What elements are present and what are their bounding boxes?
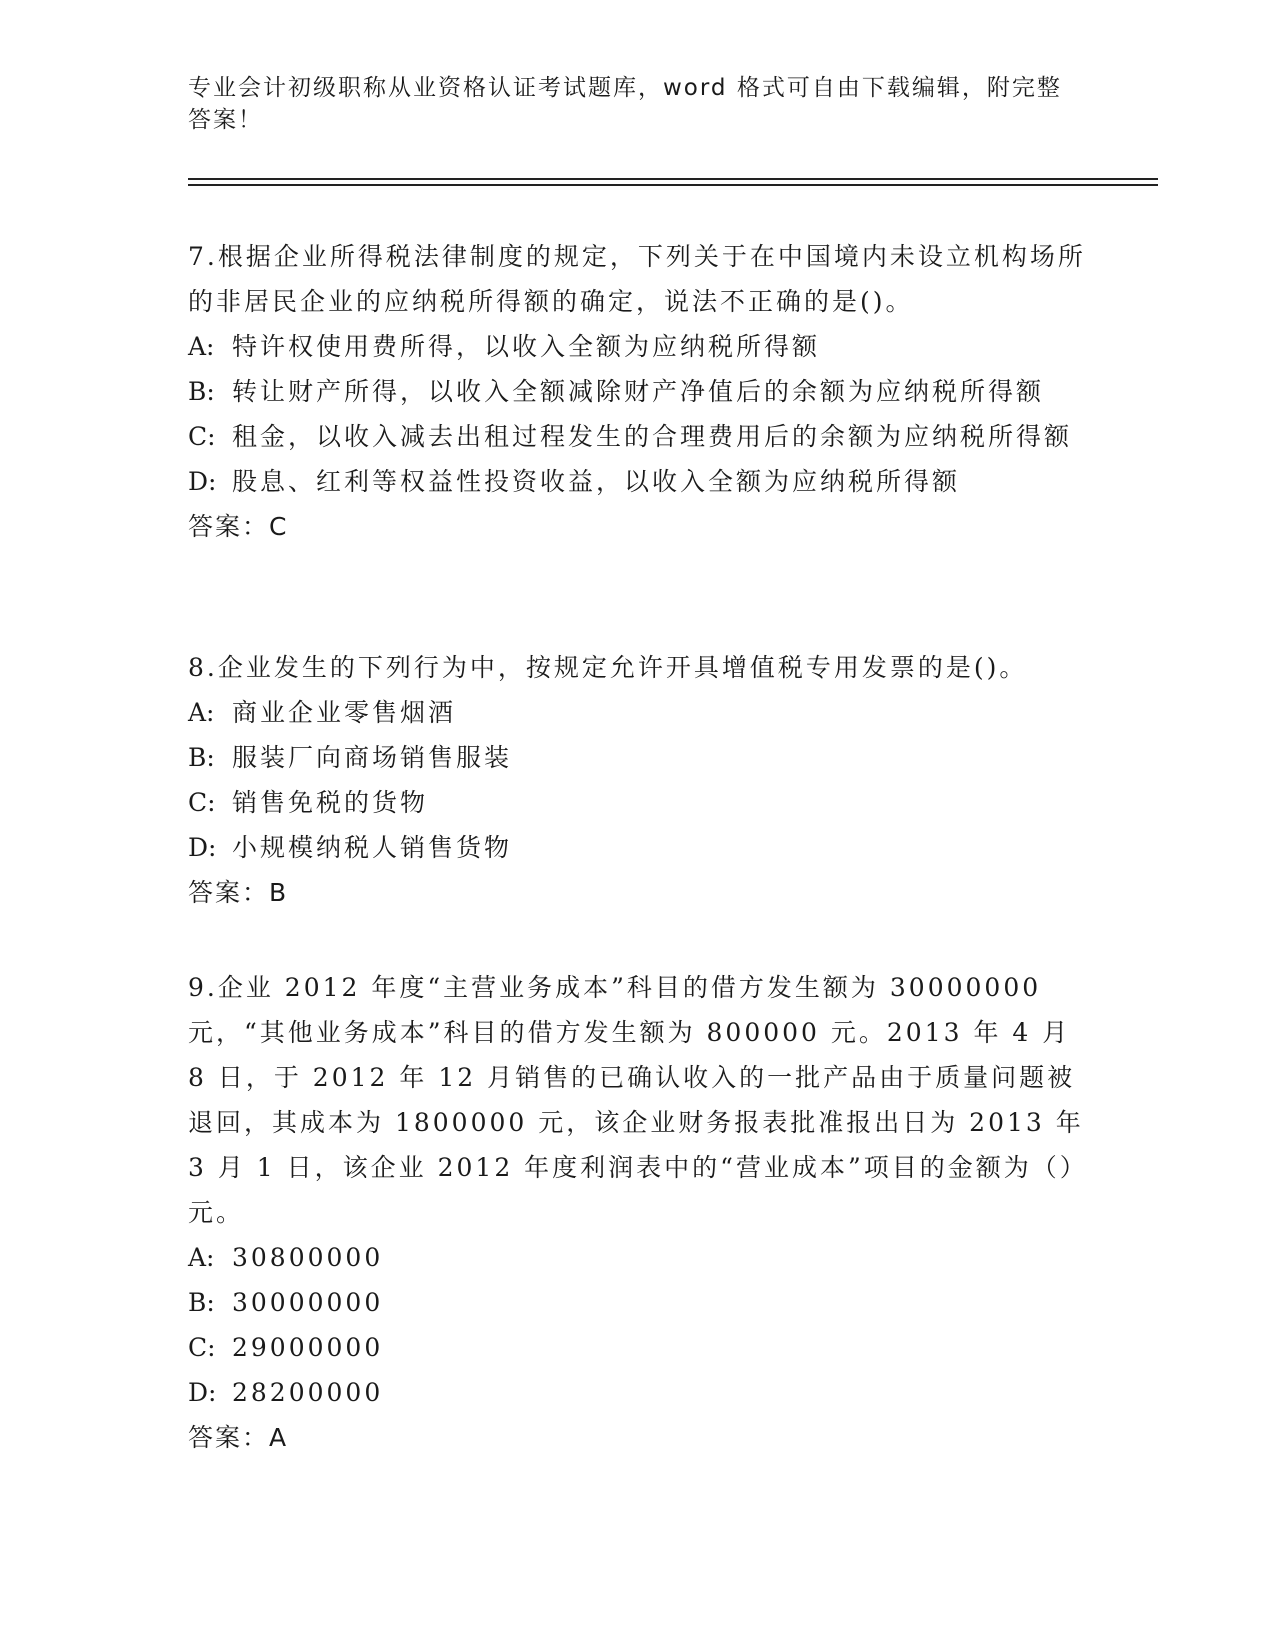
question-stem: 7.根据企业所得税法律制度的规定，下列关于在中国境内未设立机构场所的非居民企业的应纳税所得额的确定，说法不正确的是()。 [188, 242, 1086, 316]
option-text: 转让财产所得，以收入全额减除财产净值后的余额为应纳税所得额 [232, 377, 1045, 406]
option-letter: C: [188, 788, 216, 817]
option-d [188, 825, 1088, 870]
header-divider-bottom [188, 184, 1158, 186]
option-letter: A: [188, 698, 215, 727]
option-d [188, 459, 1088, 504]
option-letter: A: [188, 332, 215, 361]
option-text: 30000000 [232, 1288, 384, 1317]
answer-label: 答案：A [188, 1423, 289, 1452]
question-7 [188, 234, 1088, 549]
question-stem: 9.企业 2012 年度“主营业务成本”科目的借方发生额为 30000000 元，“其他业务成本”科目的借方发生额为 800000 元。2013 年 4 月 8 日，于 2012 年 12 月销售的已确认收入的一批产品由于质量问题被退回，其成本为 1800000 元，该企业财务报表批准报出日为 2013 年 3 月 1 日，该企业 2012 年度利润表中的“营业成本”项目的金额为（）元。 [188, 973, 1088, 1227]
option-letter: D: [188, 833, 217, 862]
option-text: 28200000 [232, 1378, 384, 1407]
question-9 [188, 965, 1088, 1460]
option-b [188, 735, 1088, 780]
option-text: 29000000 [232, 1333, 384, 1362]
option-text: 商业企业零售烟酒 [232, 698, 457, 727]
header-divider-top [188, 178, 1158, 180]
option-text: 特许权使用费所得，以收入全额为应纳税所得额 [232, 332, 821, 361]
option-letter: B: [188, 743, 215, 772]
question-stem: 8.企业发生的下列行为中，按规定允许开具增值税专用发票的是()。 [188, 653, 1028, 682]
option-d [188, 1370, 1088, 1415]
option-text: 股息、红利等权益性投资收益，以收入全额为应纳税所得额 [232, 467, 961, 496]
option-letter: A: [188, 1243, 215, 1272]
option-c [188, 414, 1088, 459]
option-a [188, 324, 1088, 369]
option-letter: B: [188, 1288, 215, 1317]
option-letter: C: [188, 1333, 216, 1362]
option-a [188, 690, 1088, 735]
option-text: 服装厂向商场销售服装 [232, 743, 513, 772]
option-text: 租金，以收入减去出租过程发生的合理费用后的余额为应纳税所得额 [232, 422, 1073, 451]
option-b [188, 1280, 1088, 1325]
option-text: 销售免税的货物 [232, 788, 429, 817]
option-letter: D: [188, 467, 217, 496]
answer-label: 答案：B [188, 878, 289, 907]
option-c [188, 1325, 1088, 1370]
option-letter: D: [188, 1378, 217, 1407]
answer-label: 答案：C [188, 512, 289, 541]
option-letter: B: [188, 377, 215, 406]
option-text: 小规模纳税人销售货物 [232, 833, 513, 862]
option-b [188, 369, 1088, 414]
option-c [188, 780, 1088, 825]
option-letter: C: [188, 422, 216, 451]
option-a [188, 1235, 1088, 1280]
header-description: 专业会计初级职称从业资格认证考试题库，word 格式可自由下载编辑，附完整答案！ [188, 75, 1062, 133]
option-text: 30800000 [232, 1243, 384, 1272]
question-8 [188, 645, 1088, 915]
